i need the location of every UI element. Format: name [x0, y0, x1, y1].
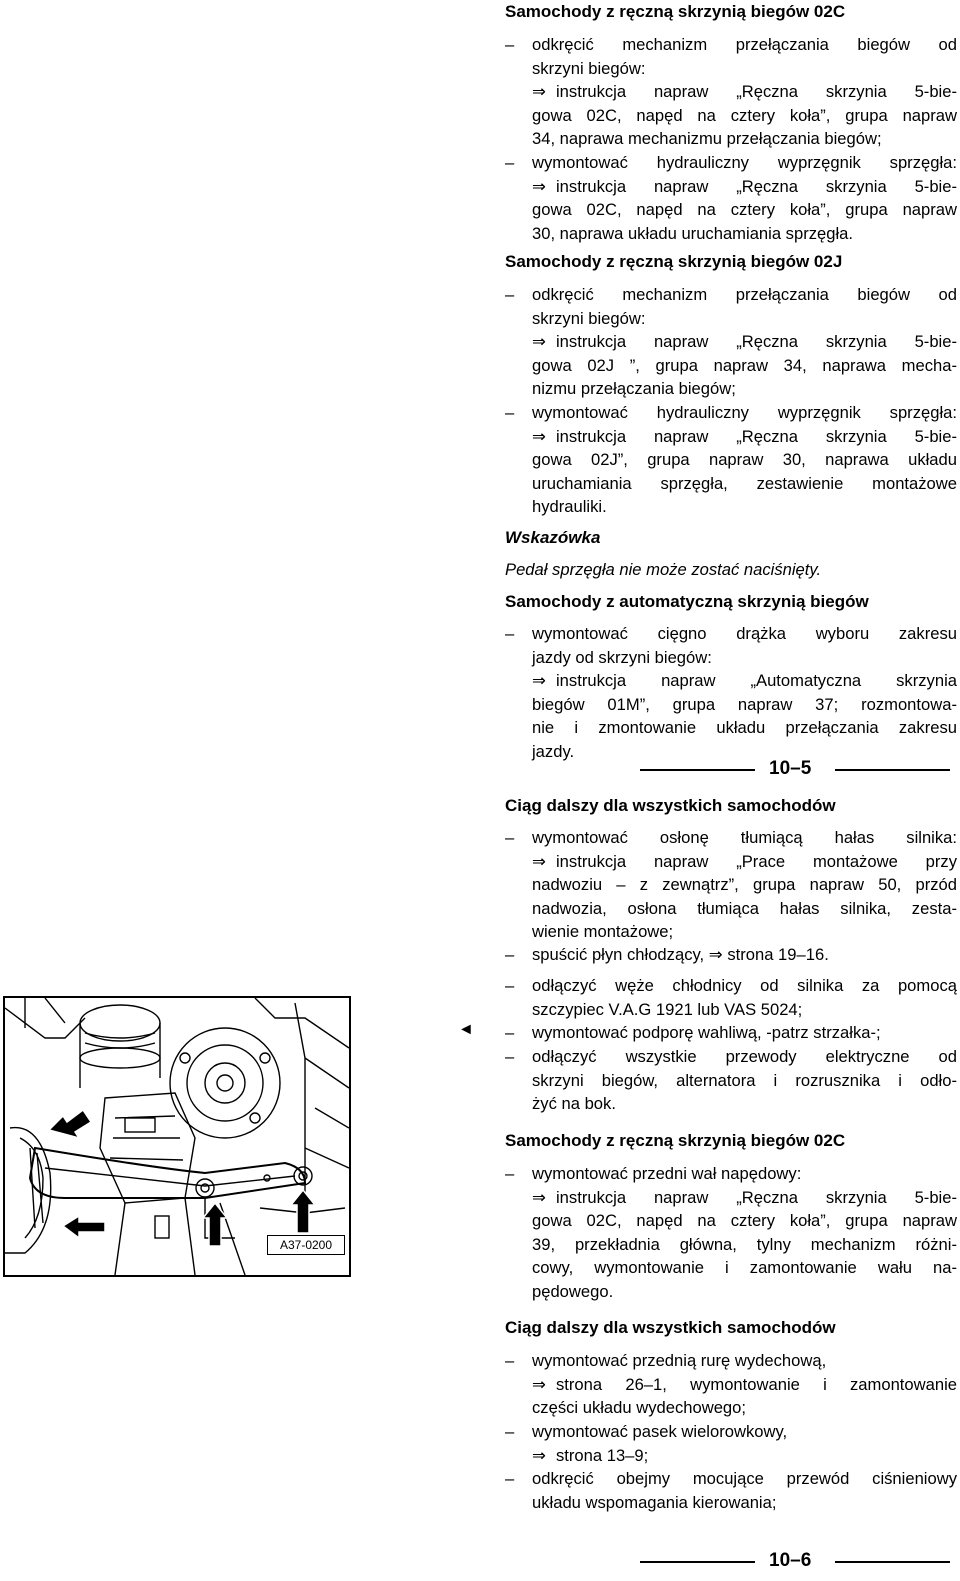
- text-line: instrukcja napraw „Ręczna skrzynia 5-bie-: [556, 426, 957, 446]
- page-rule-right: [835, 1561, 950, 1563]
- text-line: skrzyni biegów:: [532, 308, 646, 328]
- text-line: instrukcja napraw „Automatyczna skrzynia: [556, 671, 957, 691]
- text-line: wymontować cięgno drążka wyboru zakresu: [532, 624, 957, 643]
- section-heading-02j: Samochody z ręczną skrzynią biegów 02J: [505, 252, 843, 271]
- dash-bullet: –: [505, 945, 515, 964]
- text-line: żyć na bok.: [532, 1094, 616, 1114]
- arrow-icon: ⇒: [532, 1187, 546, 1207]
- list-item: [505, 1349, 957, 1420]
- text-line: instrukcja napraw „Prace montażowe przy: [556, 851, 957, 871]
- note-text: Pedał sprzęgła nie może zostać naciśnięty.: [505, 560, 822, 579]
- list-item: [505, 1045, 957, 1116]
- list-item: [505, 1420, 957, 1467]
- dash-bullet: –: [505, 1164, 515, 1183]
- list-item: [505, 283, 957, 401]
- dash-bullet: –: [505, 1351, 515, 1370]
- text-line: 30, naprawa układu uruchamiania sprzęgła.: [532, 223, 854, 243]
- text-line: biegów 01M”, grupa napraw 37; rozmontowa-: [532, 694, 957, 714]
- text-line: wymontować hydrauliczny wyprzęgnik sprzęgła:: [532, 403, 957, 422]
- dash-bullet: –: [505, 1422, 515, 1441]
- text-line: cowy, wymontowanie i zamontowanie wału na-: [532, 1258, 957, 1278]
- list-item: [505, 151, 957, 245]
- arrow-icon: ⇒: [532, 1445, 546, 1465]
- page-number: 10–6: [769, 1550, 812, 1571]
- list-item: [505, 1162, 957, 1304]
- text-line: gowa 02C, napęd na cztery koła”, grupa napraw: [532, 105, 957, 125]
- page-rule-left: [640, 769, 755, 771]
- text-line: wienie montażowe;: [532, 922, 674, 942]
- text-line: wymontować hydrauliczny wyprzęgnik sprzęgła:: [532, 153, 957, 172]
- text-line: uruchamiania sprzęgła, zestawienie montażowe: [532, 473, 957, 493]
- text-line: pędowego.: [532, 1281, 614, 1301]
- text-line: szczypiec V.A.G 1921 lub VAS 5024;: [532, 999, 803, 1019]
- dash-bullet: –: [505, 1469, 515, 1488]
- text-line: gowa 02J ”, grupa napraw 34, naprawa mecha-: [532, 355, 957, 375]
- list-item: [505, 943, 957, 967]
- text-line: gowa 02C, napęd na cztery koła”, grupa napraw: [532, 1211, 957, 1231]
- figure-pointer-icon: ◄: [458, 1021, 474, 1038]
- arrow-icon: ⇒: [708, 945, 723, 964]
- list-item: [505, 974, 957, 1021]
- page-number: 10–5: [769, 758, 812, 779]
- text-line: odkręcić mechanizm przełączania biegów od: [532, 285, 957, 304]
- dash-bullet: –: [505, 624, 515, 643]
- arrow-icon: ⇒: [532, 426, 546, 446]
- text-line: wymontować przednią rurę wydechową,: [532, 1351, 827, 1370]
- list-item: [505, 1021, 957, 1045]
- arrow-icon: ⇒: [532, 176, 546, 196]
- figure-gearbox-illustration: [3, 996, 351, 1277]
- arrow-icon: ⇒: [532, 671, 546, 691]
- dash-bullet: –: [505, 976, 515, 995]
- text-line: układu wspomagania kierowania;: [532, 1492, 777, 1512]
- page-rule-right: [835, 769, 950, 771]
- text-line: odłączyć wszystkie przewody elektryczne od: [532, 1047, 957, 1066]
- text-line: gowa 02J”, grupa napraw 30, naprawa układu: [532, 450, 957, 470]
- text-line: skrzyni biegów, alternatora i rozrusznika i odło-: [532, 1070, 957, 1090]
- section-heading-continued: Ciąg dalszy dla wszystkich samochodów: [505, 796, 836, 815]
- dash-bullet: –: [505, 285, 515, 304]
- arrow-icon: ⇒: [532, 82, 546, 102]
- arrow-icon: ⇒: [532, 1374, 546, 1394]
- text-line: wymontować pasek wielorowkowy,: [532, 1422, 788, 1441]
- dash-bullet: –: [505, 1023, 515, 1042]
- dash-bullet: –: [505, 1047, 515, 1066]
- text-line: instrukcja napraw „Ręczna skrzynia 5-bie-: [556, 1187, 957, 1207]
- text-line: instrukcja napraw „Ręczna skrzynia 5-bie-: [556, 332, 957, 352]
- list-item: [505, 33, 957, 151]
- arrow-icon: ⇒: [532, 851, 546, 871]
- gearbox-drawing: [5, 998, 349, 1275]
- text-line: nie i zmontowanie układu przełączania zakresu: [532, 718, 957, 738]
- arrow-icon: ⇒: [532, 332, 546, 352]
- text-line: nadwozia, osłona tłumiąca hałas silnika, zesta-: [532, 898, 957, 918]
- text-line: odkręcić obejmy mocujące przewód ciśnieniowy: [532, 1469, 957, 1488]
- list-item: [505, 401, 957, 519]
- text-line: nizmu przełączania biegów;: [532, 379, 736, 399]
- section-heading-02c-2: Samochody z ręczną skrzynią biegów 02C: [505, 1131, 846, 1150]
- text-line: nadwoziu – z zewnątrz”, grupa napraw 50, przód: [532, 875, 957, 895]
- dash-bullet: –: [505, 403, 515, 422]
- list-item: [505, 826, 957, 944]
- text-line: spuścić płyn chłodzący,: [532, 945, 705, 964]
- list-item: [505, 622, 957, 764]
- page-reference: strona 19–16.: [727, 945, 829, 964]
- page-reference: strona 13–9;: [556, 1445, 649, 1465]
- text-line: strona 26–1, wymontowanie i zamontowanie: [556, 1374, 957, 1394]
- list-item: [505, 1467, 957, 1514]
- text-line: części układu wydechowego;: [532, 1398, 746, 1418]
- text-line: jazdy od skrzyni biegów:: [532, 647, 712, 667]
- note-heading: Wskazówka: [505, 528, 601, 547]
- text-line: wymontować przedni wał napędowy:: [532, 1164, 802, 1183]
- text-line: wymontować osłonę tłumiącą hałas silnika:: [532, 828, 957, 847]
- page-rule-left: [640, 1561, 755, 1563]
- figure-label: A37-0200: [267, 1235, 345, 1255]
- text-line: hydrauliki.: [532, 497, 607, 517]
- section-heading-02c: Samochody z ręczną skrzynią biegów 02C: [505, 2, 846, 21]
- text-line: skrzyni biegów:: [532, 58, 646, 78]
- text-line: odłączyć węże chłodnicy od silnika za pomocą: [532, 976, 957, 995]
- text-line: wymontować podporę wahliwą, -patrz strzałka-;: [532, 1023, 881, 1042]
- text-line: 34, naprawa mechanizmu przełączania biegów;: [532, 129, 882, 149]
- text-line: gowa 02C, napęd na cztery koła”, grupa napraw: [532, 200, 957, 220]
- section-heading-continued-2: Ciąg dalszy dla wszystkich samochodów: [505, 1318, 836, 1337]
- text-line: jazdy.: [532, 741, 575, 761]
- text-line: 39, przekładnia główna, tylny mechanizm różni-: [532, 1234, 957, 1254]
- text-line: instrukcja napraw „Ręczna skrzynia 5-bie-: [556, 82, 957, 102]
- text-line: odkręcić mechanizm przełączania biegów od: [532, 35, 957, 54]
- dash-bullet: –: [505, 35, 515, 54]
- section-heading-automatic: Samochody z automatyczną skrzynią biegów: [505, 592, 869, 611]
- text-line: instrukcja napraw „Ręczna skrzynia 5-bie-: [556, 176, 957, 196]
- dash-bullet: –: [505, 153, 515, 172]
- dash-bullet: –: [505, 828, 515, 847]
